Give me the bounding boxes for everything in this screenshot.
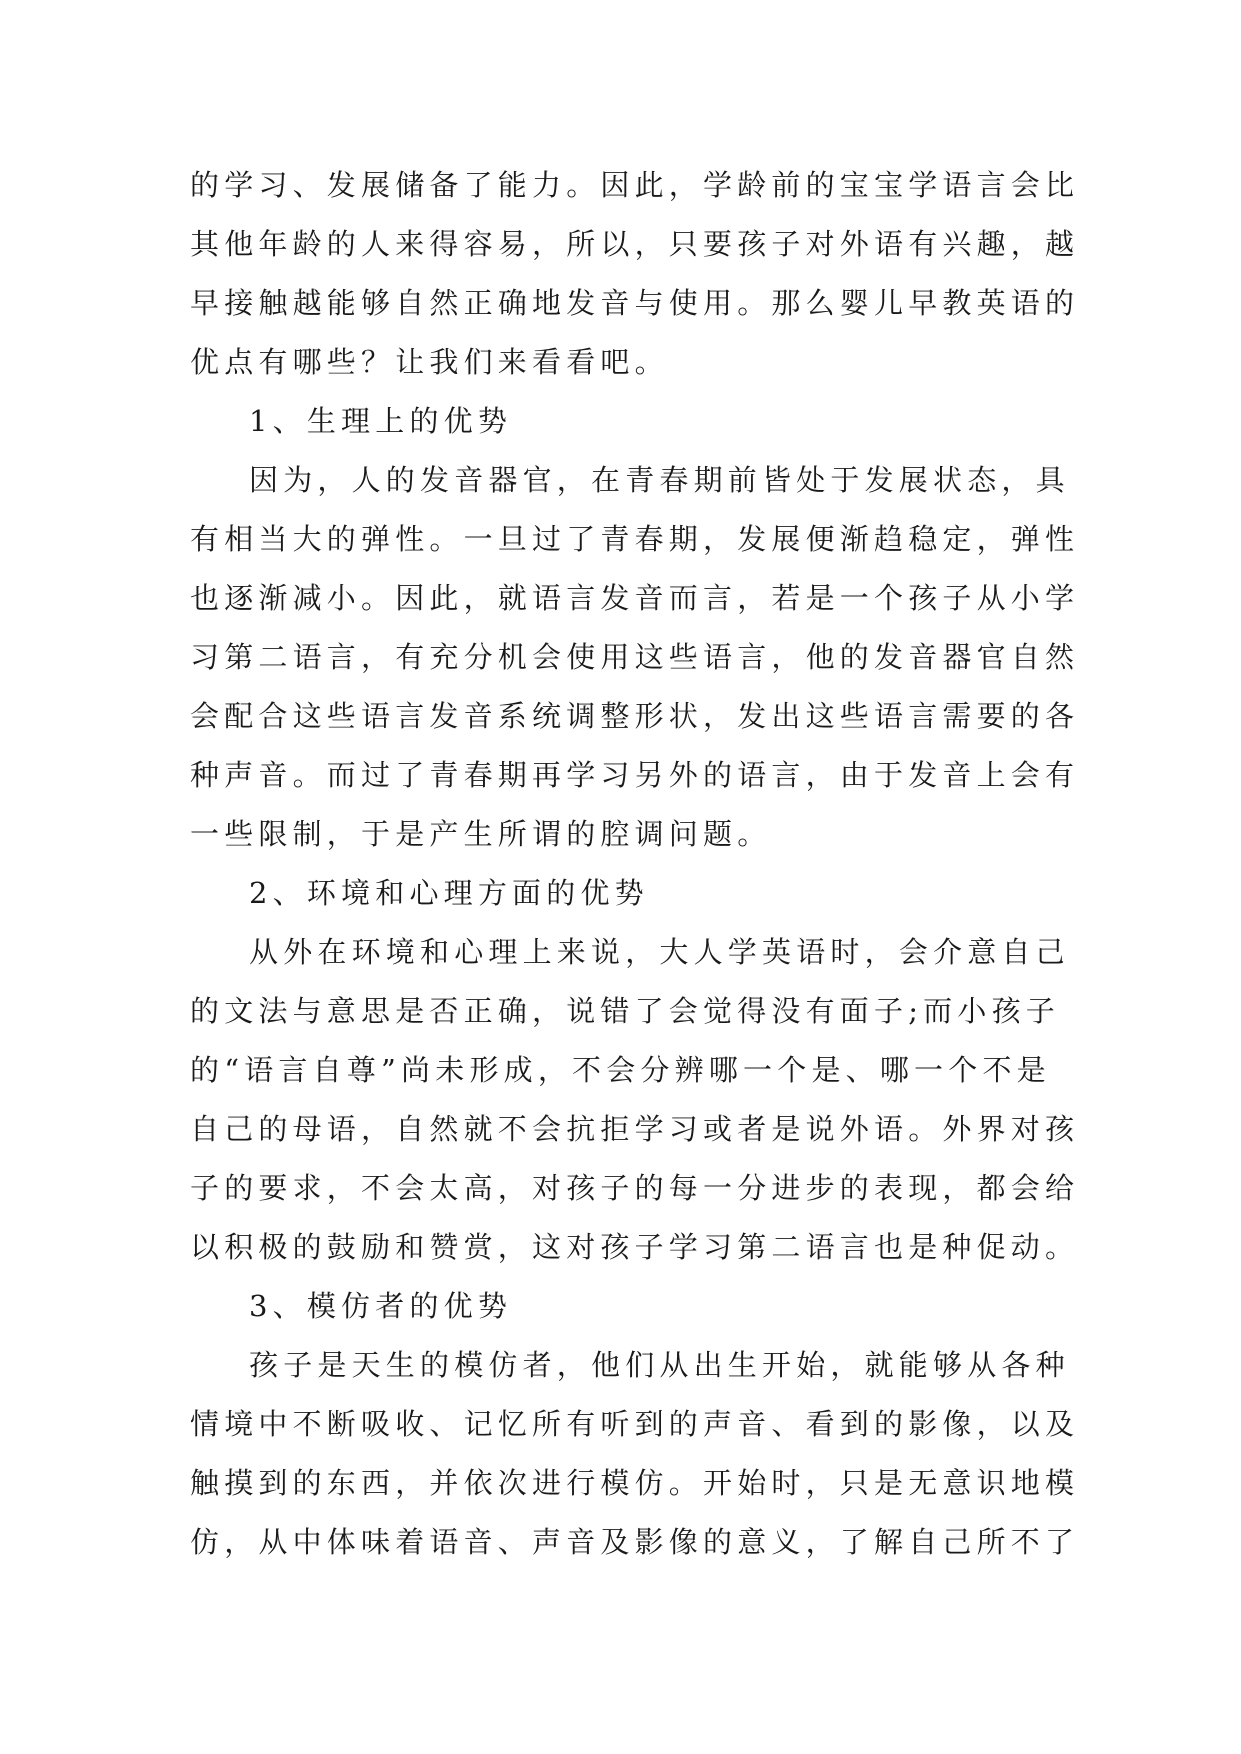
text-line: 孩子是天生的模仿者，他们从出生开始，就能够从各种 [249, 1348, 1070, 1382]
text-line: 优点有哪些？让我们来看看吧。 [190, 345, 669, 379]
text-line: 从外在环境和心理上来说，大人学英语时，会介意自己 [249, 935, 1070, 969]
text-line: 习第二语言，有充分机会使用这些语言，他的发音器官自然 [190, 640, 1080, 674]
text-line: 子的要求，不会太高，对孩子的每一分进步的表现，都会给 [190, 1171, 1080, 1205]
text-line: 会配合这些语言发音系统调整形状，发出这些语言需要的各 [190, 699, 1080, 733]
text-line: 的文法与意思是否正确，说错了会觉得没有面子;而小孩子 [190, 994, 1060, 1028]
text-line: 有相当大的弹性。一旦过了青春期，发展便渐趋稳定，弹性 [190, 522, 1080, 556]
text-line: 因为，人的发音器官，在青春期前皆处于发展状态，具 [249, 463, 1070, 497]
text-line: 情境中不断吸收、记忆所有听到的声音、看到的影像，以及 [190, 1407, 1080, 1441]
text-line: 早接触越能够自然正确地发音与使用。那么婴儿早教英语的 [190, 286, 1080, 320]
section-heading: 3、模仿者的优势 [249, 1289, 513, 1323]
text-line: 种声音。而过了青春期再学习另外的语言，由于发音上会有 [190, 758, 1080, 792]
text-line: 的学习、发展储备了能力。因此，学龄前的宝宝学语言会比 [190, 168, 1080, 202]
text-line: 也逐渐减小。因此，就语言发音而言，若是一个孩子从小学 [190, 581, 1080, 615]
text-line: 自己的母语，自然就不会抗拒学习或者是说外语。外界对孩 [190, 1112, 1080, 1146]
text-line: 其他年龄的人来得容易，所以，只要孩子对外语有兴趣，越 [190, 227, 1080, 261]
text-line: 仿，从中体味着语音、声音及影像的意义，了解自己所不了 [190, 1525, 1080, 1559]
text-line: 的“语言自尊”尚未形成，不会分辨哪一个是、哪一个不是 [190, 1053, 1051, 1087]
section-heading: 2、环境和心理方面的优势 [249, 876, 649, 910]
text-line: 以积极的鼓励和赞赏，这对孩子学习第二语言也是种促动。 [190, 1230, 1080, 1264]
body-text [190, 156, 1080, 1572]
text-line: 一些限制，于是产生所谓的腔调问题。 [190, 817, 772, 851]
text-line: 触摸到的东西，并依次进行模仿。开始时，只是无意识地模 [190, 1466, 1080, 1500]
section-heading: 1、生理上的优势 [249, 404, 513, 438]
